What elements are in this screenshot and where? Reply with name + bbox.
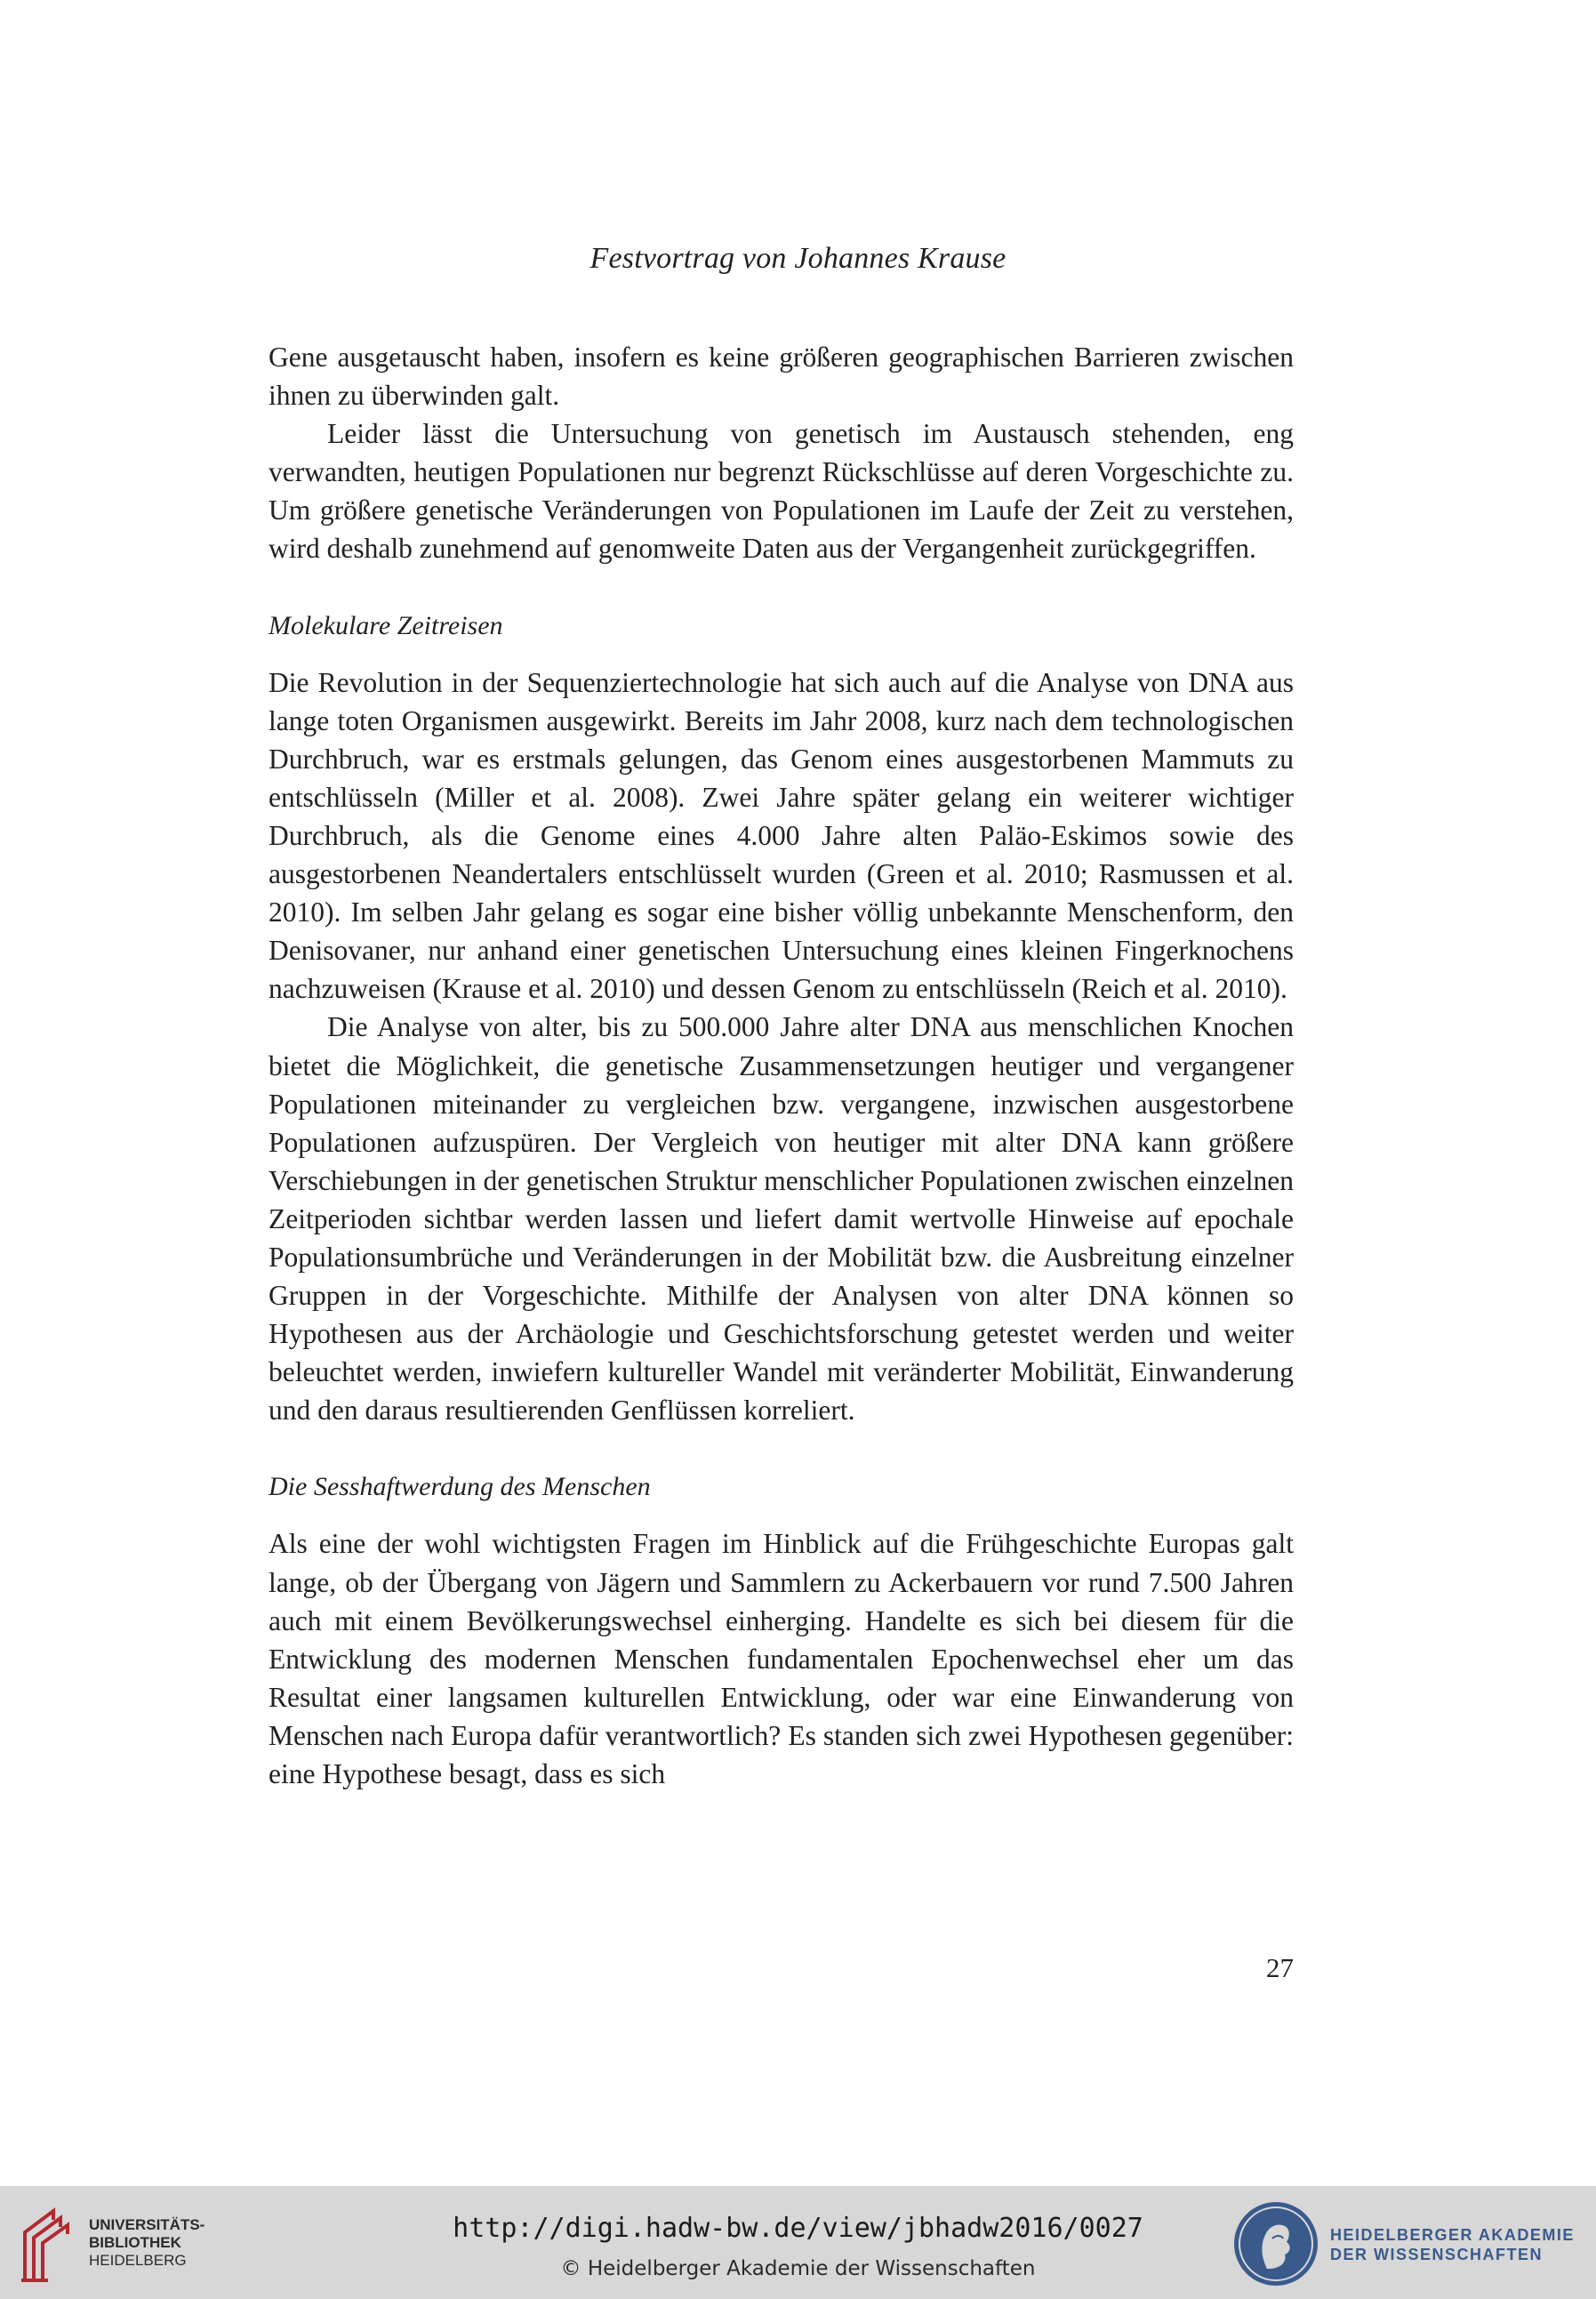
paragraph: Die Analyse von alter, bis zu 500.000 Jahre alter DNA aus menschlichen Knochen bietet die Möglichkeit, die genetische Zusammensetzungen heutiger und vergangener Populationen miteinander zu vergleichen bzw. vergangene, inzwischen ausgestorbene Populationen aufzuspüren. Der Vergleich von heutiger mit alter DNA kann größere Verschiebungen in der genetischen Struktur menschlicher Populationen zwischen einzelnen Zeitperioden sichtbar werden lassen und liefert damit wertvolle Hinweise auf epochale Populationsumbrüche und Veränderungen in der Mobilität bzw. die Ausbreitung einzelner Gruppen in der Vorgeschichte. Mithilfe der Analysen von alter DNA können so Hypothesen aus der Archäologie und Geschichtsforschung getestet werden und weiter beleuchtet werden, inwiefern kultureller Wandel mit veränderter Mobilität, Einwanderung und den daraus resultierenden Genflüssen korreliert. xyxy=(269,1011,1294,1427)
academy-name-line: DER WISSENSCHAFTEN xyxy=(1330,2246,1544,2263)
paragraph: Leider lässt die Untersuchung von genetisch im Austausch stehenden, eng verwandten, heutigen Populationen nur begrenzt Rückschlüsse auf deren Vorgeschichte zu. Um größere genetische Veränderungen von Populationen im Laufe der Zeit zu verstehen, wird deshalb zunehmend auf genomweite Daten aus der Vergangenheit zurückgegriffen. xyxy=(269,418,1294,565)
paragraph: Als eine der wohl wichtigsten Fragen im Hinblick auf die Frühgeschichte Europas galt lange, ob der Übergang von Jägern und Sammlern zu Ackerbauern vor rund 7.500 Jahren auch mit einem Bevölkerungswechsel einherging. Handelte es sich bei diesem für die Entwicklung des modernen Menschen fundamentalen Epochenwechsel eher um das Resultat einer langsamen kulturellen Entwicklung, oder war eine Einwanderung von Menschen nach Europa dafür verantwortlich? Es standen sich zwei Hypothesen gegenüber: eine Hypothese besagt, dass es sich xyxy=(269,1528,1294,1789)
academy-name-line: HEIDELBERGER AKADEMIE xyxy=(1330,2226,1575,2244)
footer-bar xyxy=(0,2186,1596,2299)
copyright-notice: © Heidelberger Akademie der Wissenschaften xyxy=(560,2257,1036,2280)
section-heading: Die Sesshaftwerdung des Menschen xyxy=(269,1472,651,1502)
article-text xyxy=(269,338,1294,1793)
library-name-line: BIBLIOTHEK xyxy=(89,2234,181,2251)
academy-seal-icon xyxy=(1231,2199,1320,2288)
page-number: 27 xyxy=(1266,1952,1294,1983)
academy-name xyxy=(1330,2225,1575,2264)
running-head: Festvortrag von Johannes Krause xyxy=(589,242,1007,275)
library-name-line: HEIDELBERG xyxy=(89,2252,187,2269)
section-heading: Molekulare Zeitreisen xyxy=(269,610,503,640)
library-name-line: UNIVERSITÄTS- xyxy=(89,2216,205,2233)
paragraph: Gene ausgetauscht haben, insofern es keine größeren geographischen Barrieren zwischen ihnen zu überwinden galt. xyxy=(269,342,1294,412)
source-url-link[interactable]: http://digi.hadw-bw.de/view/jbhadw2016/0027 xyxy=(453,2213,1143,2244)
paragraph: Die Revolution in der Sequenziertechnologie hat sich auch auf die Analyse von DNA aus lange toten Organismen ausgewirkt. Bereits im Jahr 2008, kurz nach dem technologischen Durchbruch, war es erstmals gelungen, das Genom eines ausgestorbenen Mammuts zu entschlüsseln (Miller et al. 2008). Zwei Jahre später gelang ein weiterer wichtiger Durchbruch, als die Genome eines 4.000 Jahre alten Paläo-Eskimos sowie des ausgestorbenen Neandertalers entschlüsselt wurden (Green et al. 2010; Rasmussen et al. 2010). Im selben Jahr gelang es sogar eine bisher völlig unbekannte Menschenform, den Denisovaner, nur anhand einer genetischen Untersuchung eines kleinen Fingerknochens nachzuweisen (Krause et al. 2010) und dessen Genom zu entschlüsseln (Reich et al. 2010). xyxy=(269,666,1294,1005)
